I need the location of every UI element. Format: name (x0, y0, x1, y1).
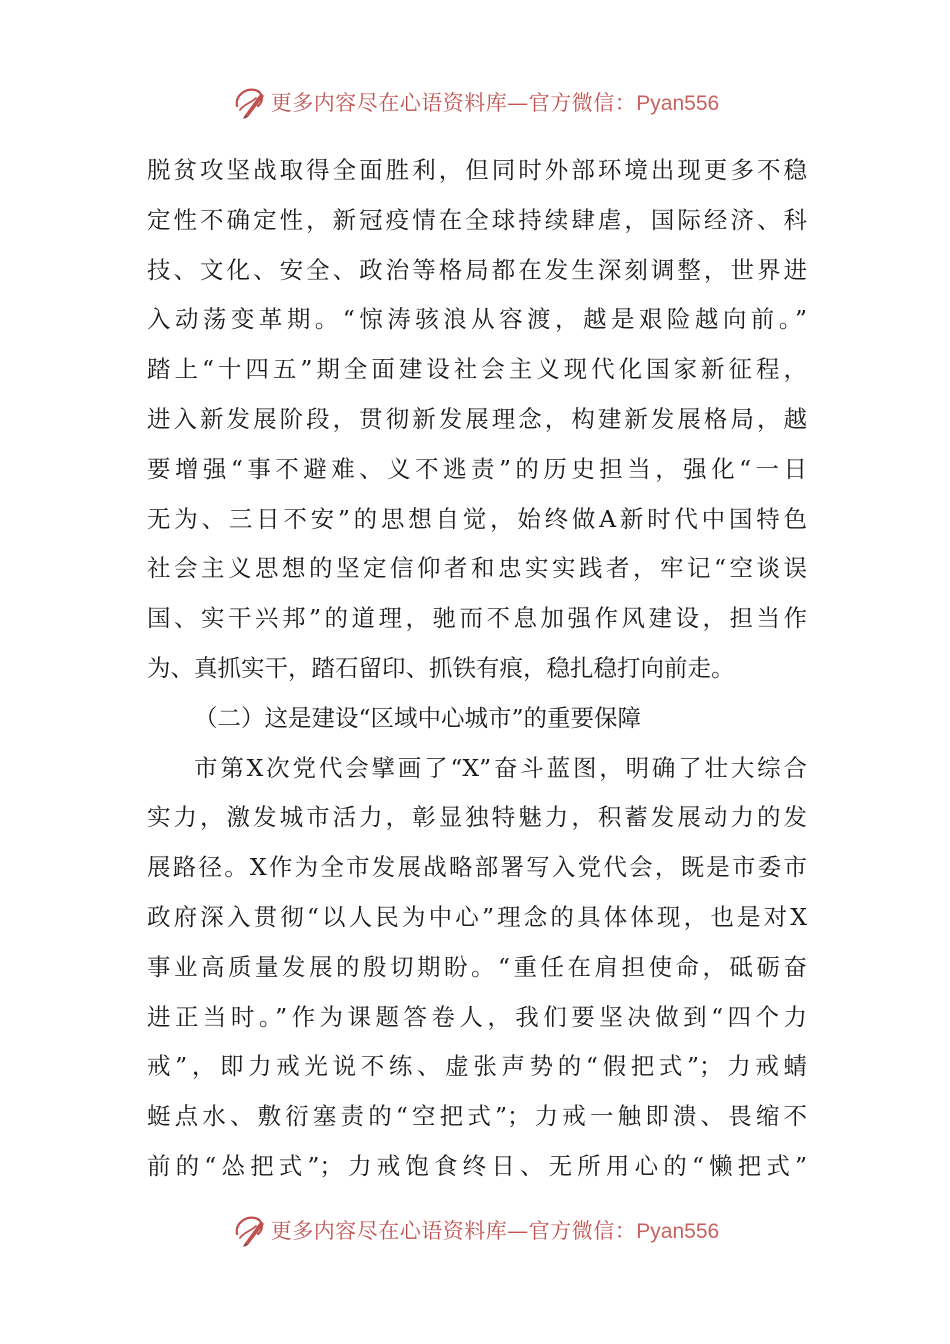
header-banner (0, 82, 950, 122)
text-line: 定性不确定性，新冠疫情在全球持续肆虐，国际经济、科 (147, 205, 807, 234)
paragraph-2 (147, 744, 807, 1192)
text-line: 蜓点水、敷衍塞责的“空把式”；力戒一触即溃、畏缩不 (147, 1102, 807, 1131)
text-line: 市第X次党代会擘画了“X”奋斗蓝图，明确了壮大综合 (194, 753, 807, 782)
footer-banner (0, 1210, 950, 1250)
text-line: 进正当时。”作为课题答卷人，我们要坚决做到“四个力 (147, 1002, 807, 1031)
text-line: 为、真抓实干，踏石留印、抓铁有痕，稳扎稳打向前走。 (147, 653, 735, 682)
pen-logo-icon (231, 84, 267, 120)
text-line: 展路径。X作为全市发展战略部署写入党代会，既是市委市 (147, 853, 807, 882)
footer-banner-handle: Pyan556 (636, 1220, 720, 1243)
text-line: 要增强“事不避难、义不逃责”的历史担当，强化“一日 (147, 454, 807, 483)
header-banner-handle: Pyan556 (636, 92, 720, 115)
header-banner-text: 更多内容尽在心语资料库—官方微信：Pyan556 (270, 91, 720, 115)
text-line: 前的“怂把式”；力戒饱食终日、无所用心的“懒把式” (147, 1151, 807, 1180)
text-line: 戒”，即力戒光说不练、虚张声势的“假把式”；力戒蜻 (147, 1052, 807, 1081)
text-line: 事业高质量发展的殷切期盼。“重任在肩担使命，砥砺奋 (147, 952, 807, 981)
text-line: 脱贫攻坚战取得全面胜利，但同时外部环境出现更多不稳 (147, 156, 807, 184)
text-line: 国、实干兴邦”的道理，驰而不息加强作风建设，担当作 (147, 604, 807, 633)
footer-banner-text: 更多内容尽在心语资料库—官方微信：Pyan556 (270, 1219, 720, 1243)
document-body (147, 146, 807, 1192)
text-line: 社会主义思想的坚定信仰者和忠实实践者，牢记“空谈误 (147, 554, 807, 583)
section-heading: （二）这是建设“区域中心城市”的重要保障 (194, 703, 642, 732)
paragraph-1 (147, 146, 807, 694)
text-line: 无为、三日不安”的思想自觉，始终做A新时代中国特色 (147, 504, 807, 533)
text-line: 政府深入贯彻“以人民为中心”理念的具体体现，也是对X (147, 902, 807, 931)
text-line: 入动荡变革期。“惊涛骇浪从容渡，越是艰险越向前。” (147, 305, 807, 334)
pen-logo-icon (231, 1212, 267, 1248)
text-line: 技、文化、安全、政治等格局都在发生深刻调整，世界进 (147, 255, 807, 284)
text-line: 实力，激发城市活力，彰显独特魅力，积蓄发展动力的发 (147, 803, 807, 832)
text-line: 踏上“十四五”期全面建设社会主义现代化国家新征程， (147, 355, 807, 384)
text-line: 进入新发展阶段，贯彻新发展理念，构建新发展格局，越 (147, 404, 807, 433)
